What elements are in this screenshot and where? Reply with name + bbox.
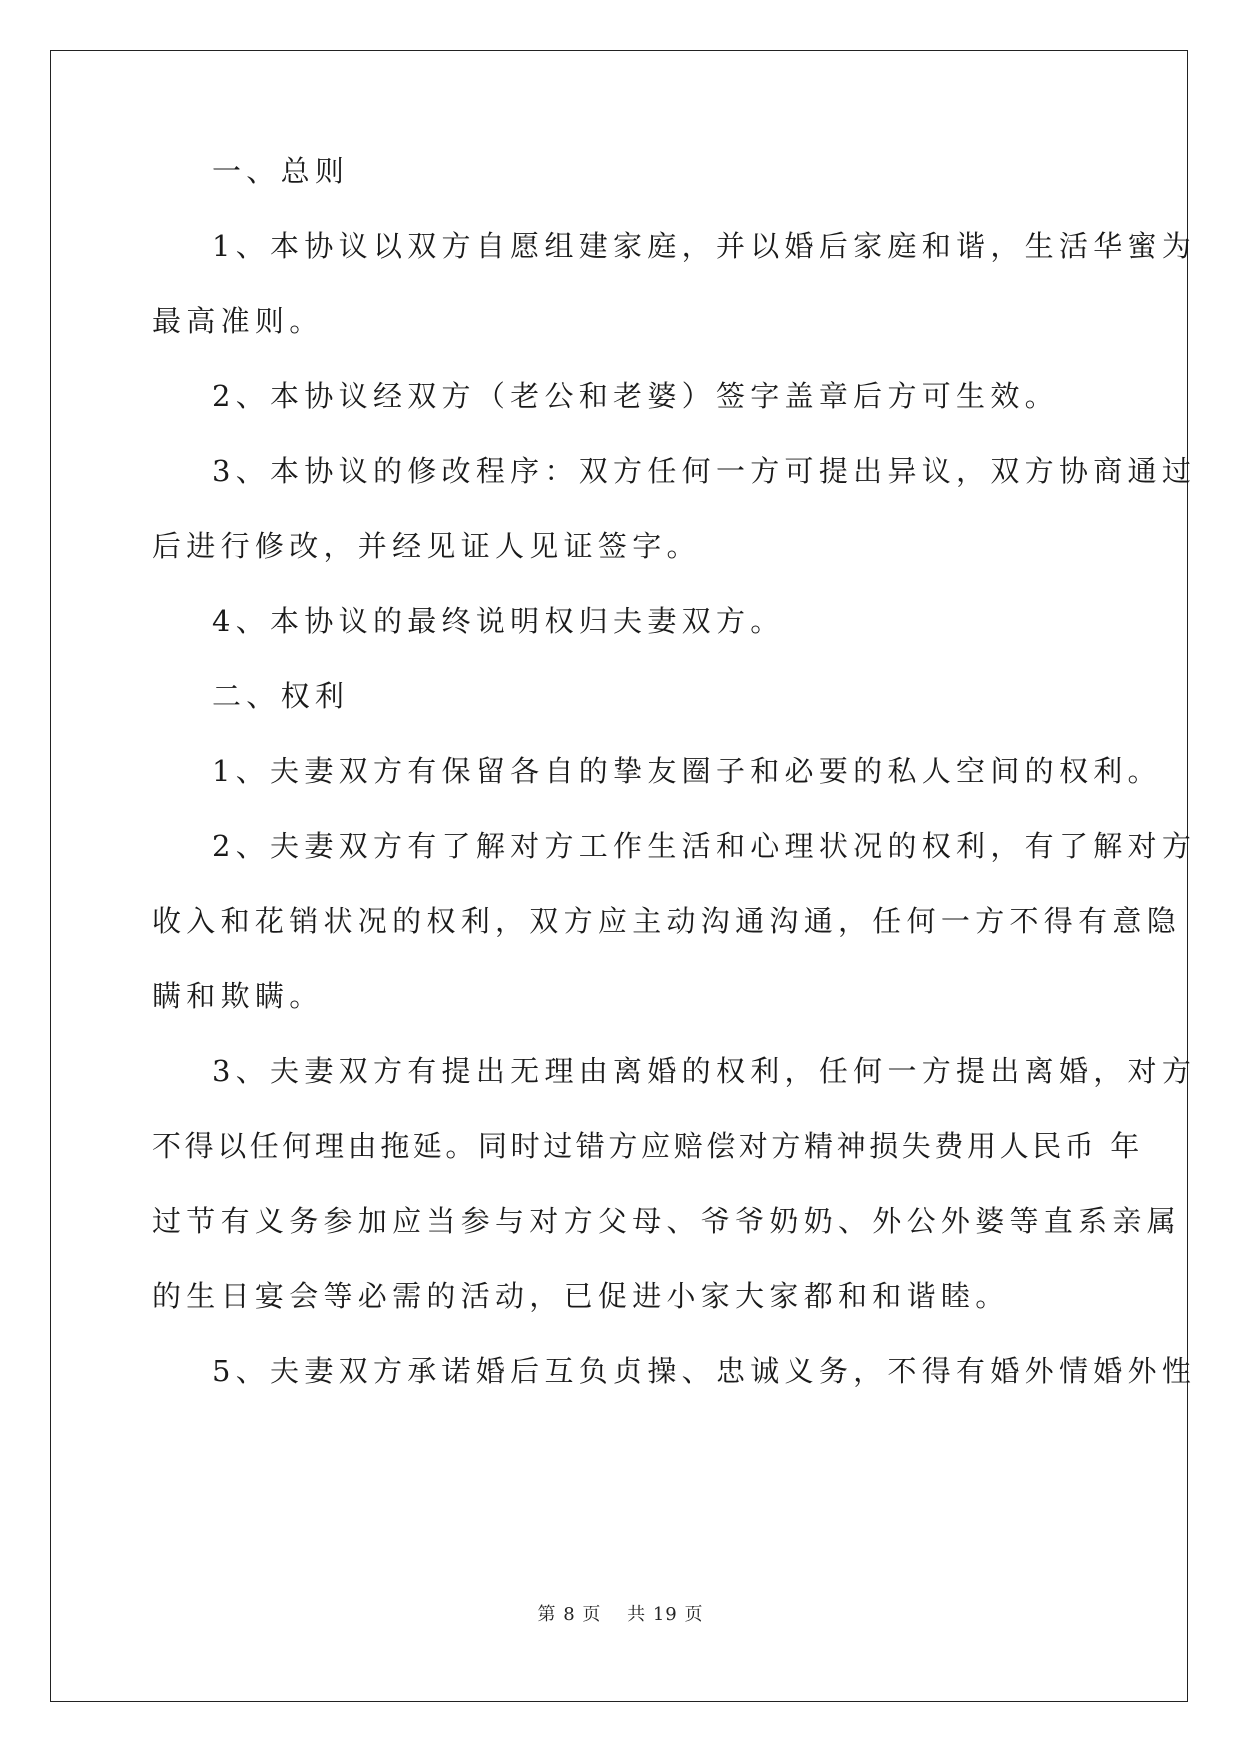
paragraph-line: 1、夫妻双方有保留各自的挚友圈子和必要的私人空间的权利。 [212,754,1162,788]
page-number-footer: 第 8 页 共 19 页 [537,1604,704,1625]
paragraph-line: 3、夫妻双方有提出无理由离婚的权利，任何一方提出离婚，对方 [212,1054,1197,1088]
paragraph-line: 2、本协议经双方（老公和老婆）签字盖章后方可生效。 [212,379,1059,413]
paragraph-line: 过节有义务参加应当参与对方父母、爷爷奶奶、外公外婆等直系亲属 [152,1204,1182,1238]
paragraph-line: 的生日宴会等必需的活动，已促进小家大家都和和谐睦。 [152,1279,1010,1313]
paragraph-line: 5、夫妻双方承诺婚后互负贞操、忠诚义务，不得有婚外情婚外性 [212,1354,1197,1388]
section-heading-rights: 二、权利 [212,679,350,713]
paragraph-line: 1、本协议以双方自愿组建家庭，并以婚后家庭和谐，生活华蜜为 [212,229,1197,263]
paragraph-line: 瞒和欺瞒。 [152,979,324,1013]
paragraph-line: 不得以任何理由拖延。同时过错方应赔偿对方精神损失费用人民币 年 [152,1129,1143,1163]
paragraph-line: 2、夫妻双方有了解对方工作生活和心理状况的权利，有了解对方 [212,829,1197,863]
section-heading-general: 一、总则 [212,154,350,188]
paragraph-line: 收入和花销状况的权利，双方应主动沟通沟通，任何一方不得有意隐 [152,904,1182,938]
page-border [50,50,1188,1702]
paragraph-line: 3、本协议的修改程序：双方任何一方可提出异议，双方协商通过 [212,454,1197,488]
paragraph-line: 后进行修改，并经见证人见证签字。 [152,529,701,563]
paragraph-line: 4、本协议的最终说明权归夫妻双方。 [212,604,785,638]
paragraph-line: 最高准则。 [152,304,324,338]
